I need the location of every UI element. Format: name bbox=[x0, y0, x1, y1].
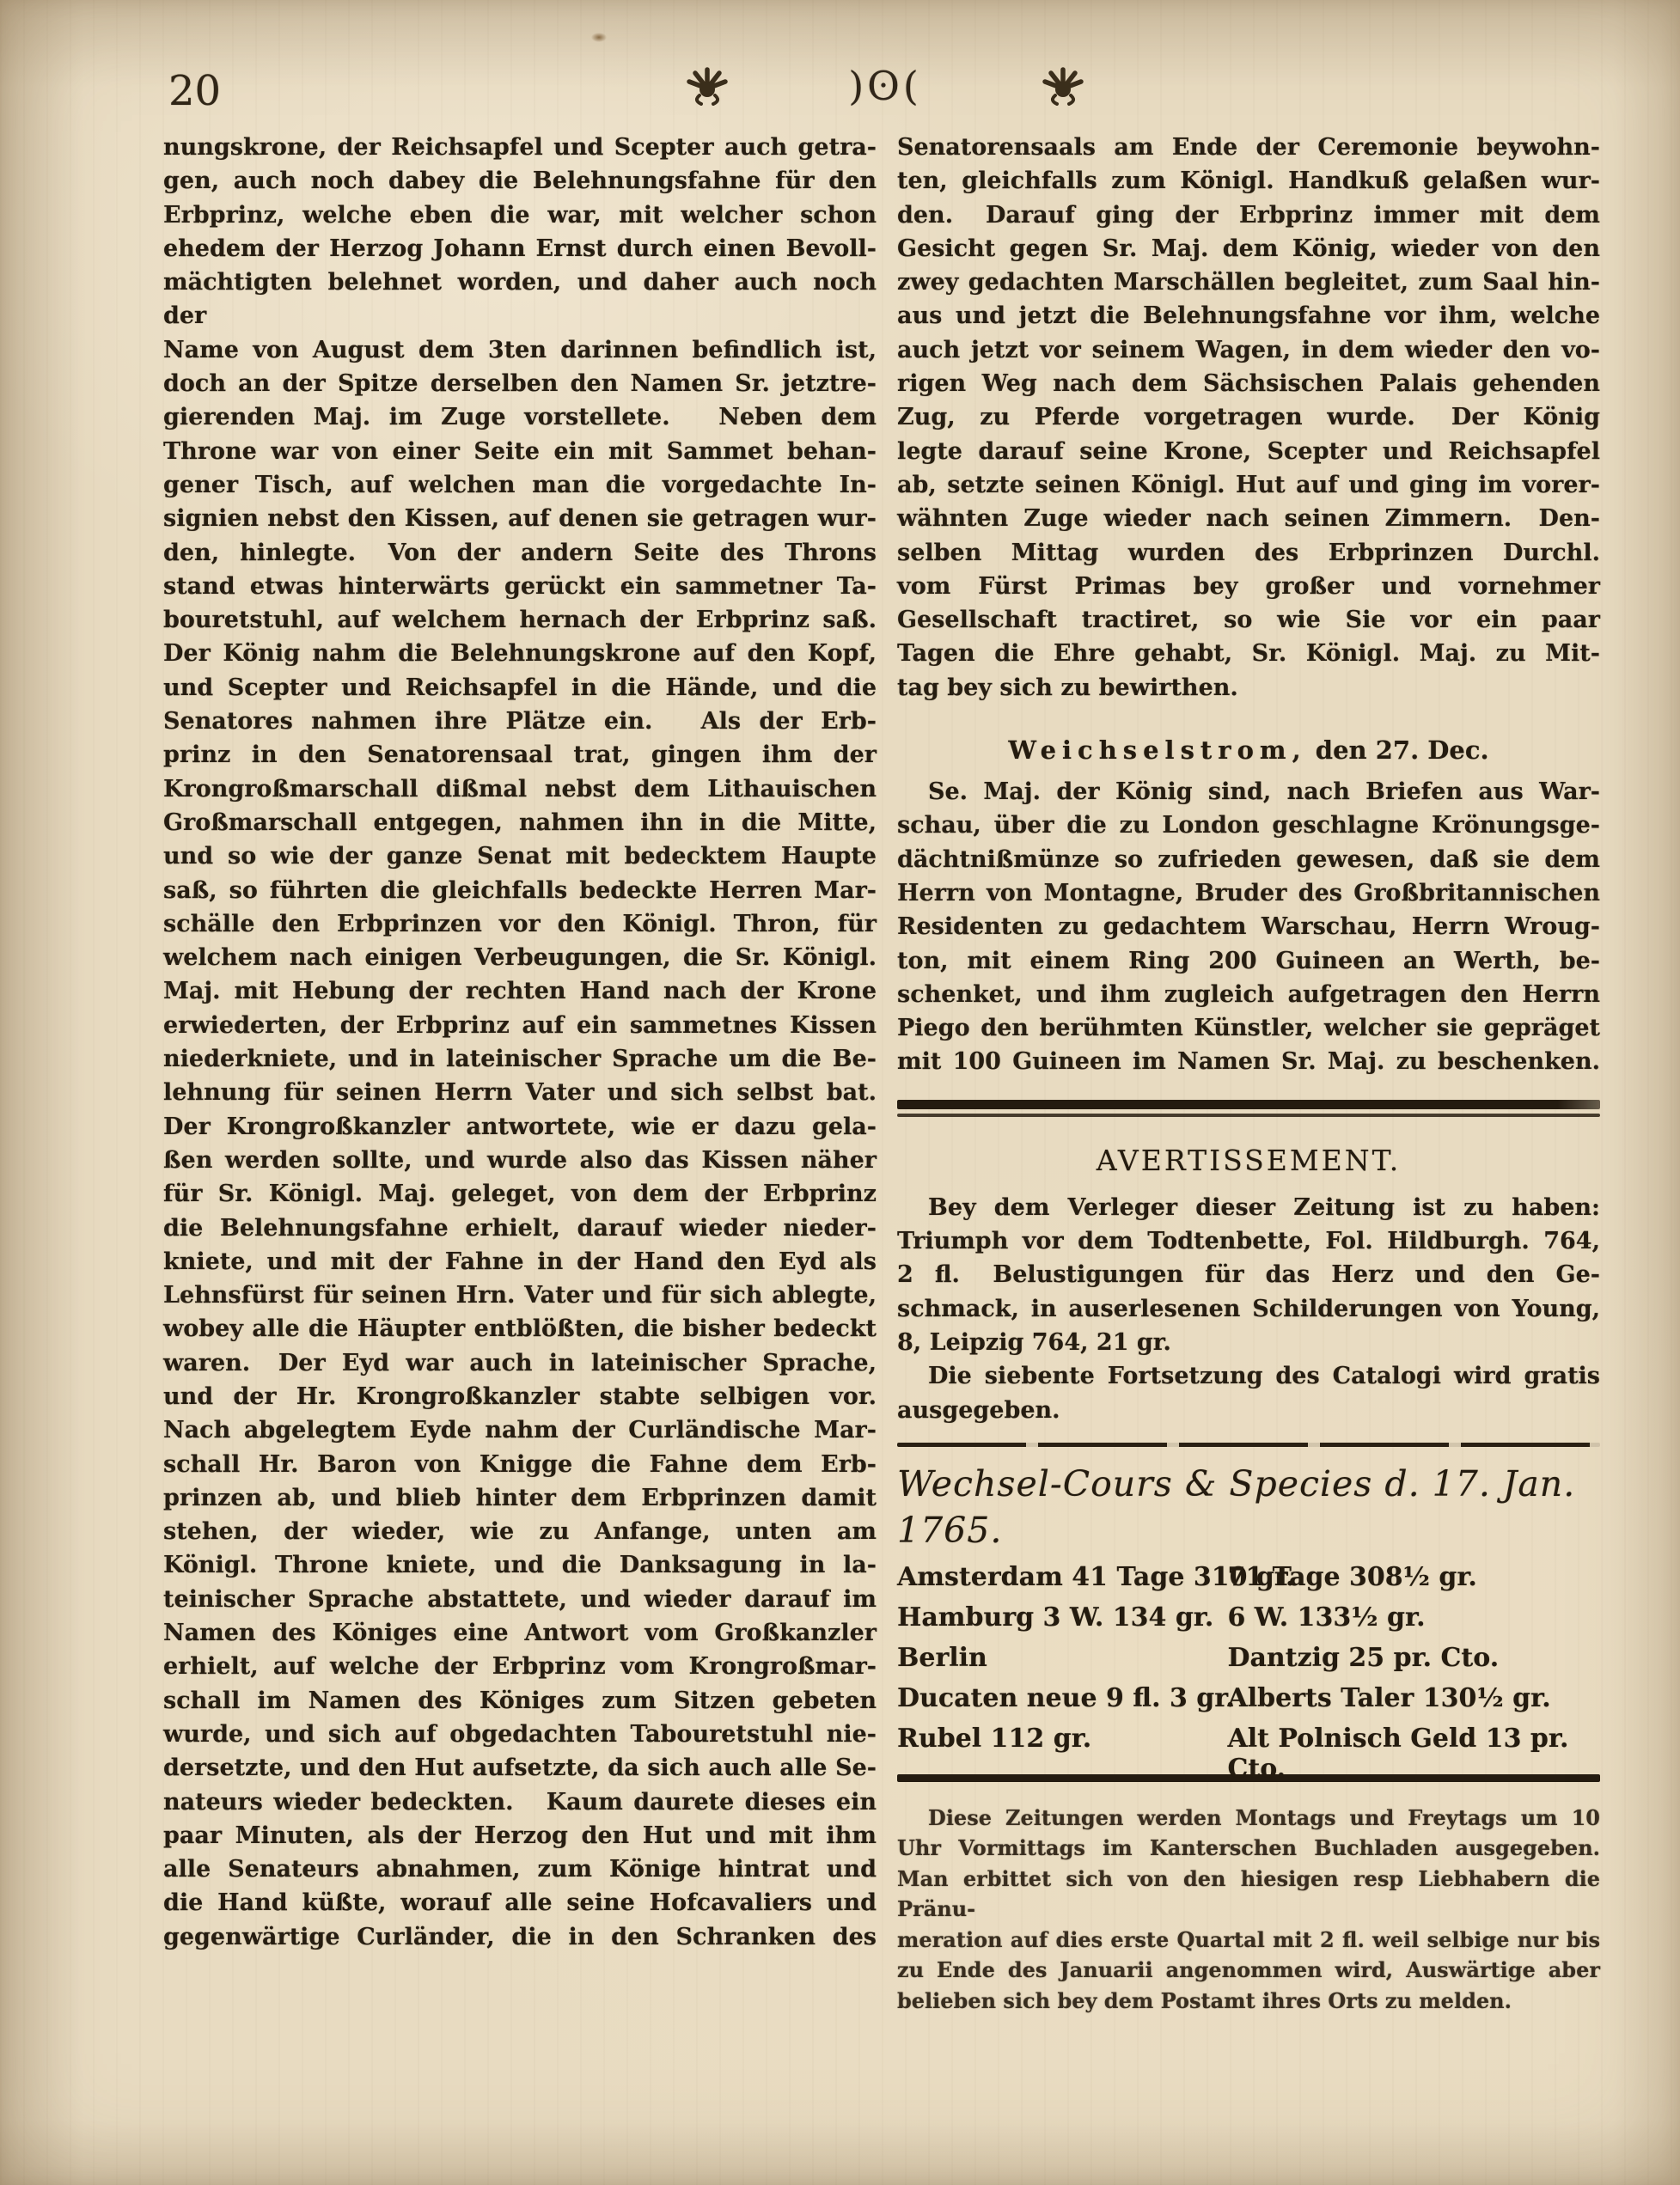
text-line: gener Tisch, auf welchen man die vorgedachte In- bbox=[163, 471, 877, 498]
text-line: schall im Namen des Königes zum Sitzen gebeten bbox=[163, 1687, 877, 1714]
text-line: Man erbittet sich von den hiesigen resp Liebhabern die Pränu- bbox=[897, 1865, 1600, 1922]
text-line: ausgegeben. bbox=[897, 1396, 1060, 1424]
text-line: tag bey sich zu bewirthen. bbox=[897, 674, 1238, 701]
text-line: Gesellschaft tractiret, so wie Sie vor ein paar bbox=[897, 607, 1600, 634]
text-line: vom Fürst Primas bey großer und vornehmer bbox=[897, 572, 1600, 600]
exchange-rate-row bbox=[897, 1723, 1600, 1784]
text-line: paar Minuten, als der Herzog den Hut und mit ihm bbox=[163, 1822, 877, 1849]
text-line: belieben sich bey dem Postamt ihres Orts zu melden. bbox=[897, 1987, 1512, 2013]
text-line: stand etwas hinterwärts gerückt ein sammetner Ta- bbox=[163, 572, 877, 600]
left-text-column bbox=[163, 131, 877, 1954]
exchange-rate-left: Rubel 112 gr. bbox=[897, 1723, 1092, 1754]
text-line: erwiederten, der Erbprinz auf ein sammetnes Kissen bbox=[163, 1011, 877, 1039]
text-line: doch an der Spitze derselben den Namen Sr. jetztre- bbox=[163, 370, 877, 398]
text-line: schau, über die zu London geschlagne Krönungsge- bbox=[897, 812, 1600, 839]
text-line: nateurs wieder bedeckten. Kaum daurete dieses ein bbox=[163, 1788, 877, 1816]
text-line: ten, gleichfalls zum Königl. Handkuß gelaßen wur- bbox=[897, 168, 1600, 195]
text-line: nungskrone, der Reichsapfel und Scepter auch getra- bbox=[163, 134, 877, 161]
text-line: ehedem der Herzog Johann Ernst durch einen Bevoll- bbox=[163, 235, 877, 262]
dateline-heading bbox=[897, 732, 1600, 768]
text-line: gegenwärtige Curländer, die in den Schranken des bbox=[163, 1923, 877, 1950]
text-line: Gesicht gegen Sr. Maj. dem König, wieder von den bbox=[897, 235, 1600, 262]
text-line: meration auf dies erste Quartal mit 2 fl. weil selbige nur bis bbox=[897, 1926, 1600, 1952]
text-line: Piego den berühmten Künstler, welcher sie gepräget bbox=[897, 1015, 1600, 1042]
dateline-date: den 27. Dec. bbox=[1306, 735, 1489, 766]
text-line: Uhr Vormittags im Kanterschen Buchladen ausgegeben. bbox=[897, 1835, 1600, 1861]
text-line: ton, mit einem Ring 200 Guineen an Werth, be- bbox=[897, 947, 1600, 974]
text-line: Herrn von Montagne, Bruder des Großbritannischen bbox=[897, 879, 1600, 906]
exchange-rate-row bbox=[897, 1602, 1600, 1643]
exchange-rate-right: Alberts Taler 130½ gr. bbox=[1227, 1682, 1551, 1713]
text-line: Krongroßmarschall dißmal nebst dem Lithauischen bbox=[163, 775, 877, 803]
exchange-rate-left: Amsterdam 41 Tage 310 gr. bbox=[897, 1561, 1295, 1592]
exchange-rate-right: 6 W. 133½ gr. bbox=[1227, 1602, 1426, 1633]
text-line: auch jetzt vor seinem Wagen, in dem wieder den vo- bbox=[897, 336, 1600, 363]
page-number: 20 bbox=[168, 67, 222, 115]
text-line: Throne war von einer Seite ein mit Sammet behan- bbox=[163, 437, 877, 465]
text-line: Erbprinz, welche eben die war, mit welcher schon bbox=[163, 201, 877, 229]
thin-rule-divider bbox=[897, 1443, 1600, 1447]
text-line: selben Mittag wurden des Erbprinzen Durchl. bbox=[897, 539, 1600, 566]
avertissement-section bbox=[897, 1191, 1600, 1427]
header-ornament-row bbox=[683, 52, 1087, 120]
avertissement-heading: AVERTISSEMENT. bbox=[1096, 1143, 1402, 1177]
text-line: den, hinlegte. Von der andern Seite des Throns bbox=[163, 539, 877, 566]
text-line: ab, setzte seinen Königl. Hut auf und ging im vorer- bbox=[897, 471, 1600, 498]
text-line: Der König nahm die Belehnungskrone auf den Kopf, bbox=[163, 640, 877, 668]
text-line: und so wie der ganze Senat mit bedecktem Haupte bbox=[163, 843, 877, 870]
text-line: den. Darauf ging der Erbprinz immer mit dem bbox=[897, 201, 1600, 229]
exchange-rate-right: Alt Polnisch Geld 13 pr. Cto. bbox=[1227, 1723, 1569, 1784]
text-line: die Belehnungsfahne erhielt, darauf wieder nieder- bbox=[163, 1214, 877, 1242]
text-line: mit 100 Guineen im Namen Sr. Maj. zu beschenken. bbox=[897, 1048, 1600, 1076]
text-line: und der Hr. Krongroßkanzler stabte selbigen vor. bbox=[163, 1382, 877, 1410]
article-continuation bbox=[897, 131, 1600, 705]
text-line: saß, so führten die gleichfalls bedeckte Herren Mar- bbox=[163, 876, 877, 904]
text-line: erhielt, auf welche der Erbprinz vom Krongroßmar- bbox=[163, 1653, 877, 1681]
text-line: alle Senateurs abnahmen, zum Könige hintrat und bbox=[163, 1856, 877, 1883]
text-line: die Hand küßte, worauf alle seine Hofcavaliers und bbox=[163, 1889, 877, 1917]
exchange-rate-row bbox=[897, 1683, 1600, 1724]
text-line: schall Hr. Baron von Knigge die Fahne dem Erb- bbox=[163, 1450, 877, 1478]
text-line: für Sr. Königl. Maj. geleget, von dem der Erbprinz bbox=[163, 1181, 877, 1208]
text-line: Zug, zu Pferde vorgetragen wurde. Der König bbox=[897, 404, 1600, 431]
text-line: stehen, der wieder, wie zu Anfange, unten am bbox=[163, 1518, 877, 1546]
text-line: prinzen ab, und blieb hinter dem Erbprinzen damit bbox=[163, 1484, 877, 1511]
exchange-rates-heading: Wechsel-Cours & Species d. 17. Jan. 1765. bbox=[897, 1462, 1576, 1551]
text-line: Se. Maj. der König sind, nach Briefen aus War- bbox=[928, 778, 1600, 806]
text-line: dächtnißmünze so zufrieden gewesen, daß sie dem bbox=[897, 845, 1600, 873]
text-line: wobey alle die Häupter entblößten, die bisher bedeckt bbox=[163, 1315, 877, 1343]
text-line: Bey dem Verleger dieser Zeitung ist zu haben: bbox=[928, 1193, 1600, 1221]
right-text-column bbox=[897, 131, 1600, 2016]
text-line: signien nebst den Kissen, auf denen sie getragen wur- bbox=[163, 505, 877, 533]
text-line: bouretstuhl, auf welchem hernach der Erbprinz saß. bbox=[163, 607, 877, 634]
text-line: 2 fl. Belustigungen für das Herz und den Ge- bbox=[897, 1261, 1600, 1289]
exchange-rate-left: Berlin bbox=[897, 1642, 987, 1673]
text-line: Königl. Throne kniete, und die Danksagung in la- bbox=[163, 1552, 877, 1579]
text-line: schenket, und ihm zugleich aufgetragen den Herrn bbox=[897, 980, 1600, 1008]
text-line: Großmarschall entgegen, nahmen ihn in die Mitte, bbox=[163, 809, 877, 836]
text-line: waren. Der Eyd war auch in lateinischer Sprache, bbox=[163, 1349, 877, 1376]
text-line: Name von August dem 3ten darinnen befindlich ist, bbox=[163, 336, 877, 363]
exchange-rate-right: 71 Tage 308½ gr. bbox=[1227, 1561, 1477, 1592]
text-line: aus und jetzt die Belehnungsfahne vor ihm, welche bbox=[897, 302, 1600, 330]
text-line: Maj. mit Hebung der rechten Hand nach der Krone bbox=[163, 978, 877, 1005]
text-line: lehnung für seinen Herrn Vater und sich selbst bat. bbox=[163, 1079, 877, 1107]
text-line: gen, auch noch dabey die Belehnungsfahne für den bbox=[163, 168, 877, 195]
text-line: welchem nach einigen Verbeugungen, die Sr. Königl. bbox=[163, 944, 877, 972]
shell-fleuron-icon bbox=[1039, 63, 1087, 110]
text-line: zu Ende des Januarii angenommen wird, Auswärtige aber bbox=[897, 1957, 1600, 1983]
text-line: Senatores nahmen ihre Plätze ein. Als der Erb- bbox=[163, 708, 877, 735]
text-line: Tagen die Ehre gehabt, Sr. Königl. Maj. zu Mit- bbox=[897, 640, 1600, 668]
text-line: Lehnsfürst für seinen Hrn. Vater und für sich ablegte, bbox=[163, 1282, 877, 1309]
shell-fleuron-icon bbox=[683, 63, 731, 110]
text-line: gierenden Maj. im Zuge vorstellete. Neben dem bbox=[163, 404, 877, 431]
exchange-rate-row bbox=[897, 1562, 1600, 1602]
exchange-rate-row bbox=[897, 1643, 1600, 1683]
exchange-rates-table bbox=[897, 1561, 1600, 1784]
text-line: 8, Leipzig 764, 21 gr. bbox=[897, 1328, 1171, 1356]
text-line: Namen des Königes eine Antwort vom Großkanzler bbox=[163, 1620, 877, 1647]
double-rule-divider bbox=[897, 1100, 1600, 1117]
text-line: schälle den Erbprinzen vor den Königl. Thron, für bbox=[163, 910, 877, 937]
text-line: prinz in den Senatorensaal trat, gingen ihm der bbox=[163, 742, 877, 769]
ink-stain bbox=[591, 33, 607, 42]
asterism-separator: )ʘ( bbox=[848, 63, 922, 109]
exchange-rate-left: Hamburg 3 W. 134 gr. bbox=[897, 1602, 1214, 1633]
exchange-rate-left: Ducaten neue 9 fl. 3 gr. bbox=[897, 1682, 1235, 1713]
dateline-place: Weichselstrom, bbox=[1008, 735, 1307, 766]
text-line: teinischer Sprache abstattete, und wieder darauf im bbox=[163, 1585, 877, 1613]
text-line: wähnten Zuge wieder nach seinen Zimmern. Den- bbox=[897, 505, 1600, 533]
text-line: Die siebente Fortsetzung des Catalogi wird gratis bbox=[928, 1363, 1600, 1390]
text-line: Triumph vor dem Todtenbette, Fol. Hildburgh. 764, bbox=[897, 1228, 1600, 1255]
text-line: mächtigten belehnet worden, und daher auch noch der bbox=[163, 269, 877, 330]
weichselstrom-section bbox=[897, 775, 1600, 1079]
exchange-rate-right: Dantzig 25 pr. Cto. bbox=[1227, 1642, 1500, 1673]
text-line: dersetzte, und den Hut aufsetzte, da sich auch alle Se- bbox=[163, 1755, 877, 1782]
text-line: niederkniete, und in lateinischer Sprache um die Be- bbox=[163, 1046, 877, 1073]
text-line: kniete, und mit der Fahne in der Hand den Eyd als bbox=[163, 1248, 877, 1275]
imprint-note bbox=[897, 1803, 1600, 2017]
text-line: zwey gedachten Marschällen begleitet, zum Saal hin- bbox=[897, 269, 1600, 296]
text-line: Senatorensaals am Ende der Ceremonie beywohn- bbox=[897, 134, 1600, 161]
text-line: Nach abgelegtem Eyde nahm der Curländische Mar- bbox=[163, 1417, 877, 1444]
text-line: rigen Weg nach dem Sächsischen Palais gehenden bbox=[897, 370, 1600, 398]
text-line: Residenten zu gedachtem Warschau, Herrn Wroug- bbox=[897, 913, 1600, 941]
text-line: und Scepter und Reichsapfel in die Hände, und die bbox=[163, 674, 877, 701]
text-line: Diese Zeitungen werden Montags und Freytags um 10 bbox=[928, 1804, 1600, 1830]
text-line: wurde, und sich auf obgedachten Tabouretstuhl nie- bbox=[163, 1720, 877, 1748]
text-line: legte darauf seine Krone, Scepter und Reichsapfel bbox=[897, 437, 1600, 465]
text-line: schmack, in auserlesenen Schilderungen von Young, bbox=[897, 1295, 1600, 1322]
text-line: ßen werden sollte, und wurde also das Kissen näher bbox=[163, 1146, 877, 1174]
text-line: Der Krongroßkanzler antwortete, wie er dazu gela- bbox=[163, 1113, 877, 1140]
